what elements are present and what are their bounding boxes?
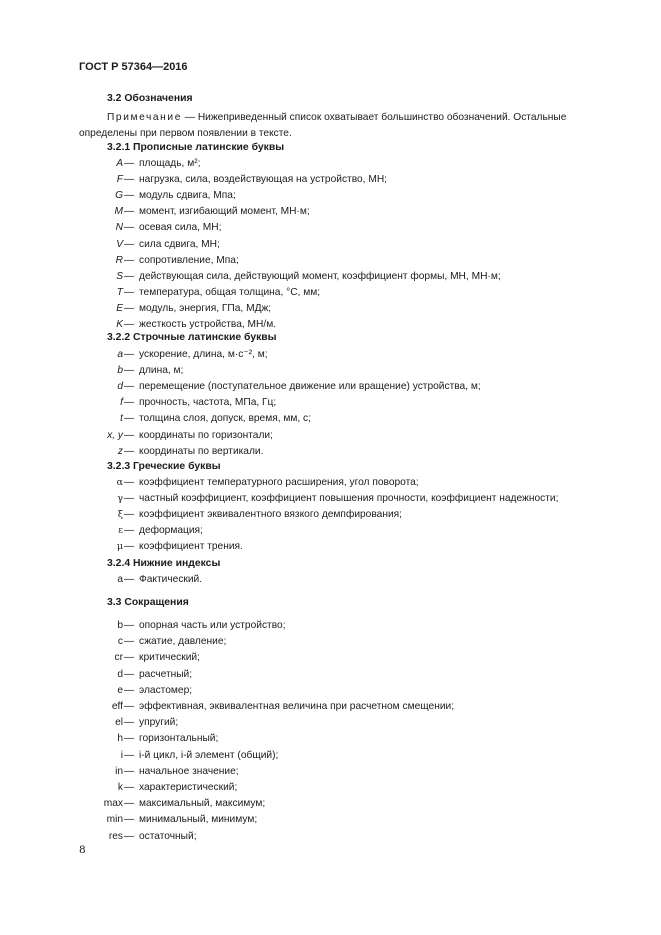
symbol: ε (118, 525, 123, 537)
section-3-2-2-title: 3.2.2 Строчные латинские буквы (107, 332, 277, 343)
symbol: α (116, 477, 123, 488)
symbol: a (117, 349, 123, 360)
symbol: b (117, 620, 123, 631)
list-item (0, 319, 661, 333)
symbol: res (108, 830, 123, 842)
list-item (0, 239, 661, 253)
definition: минимальный, минимум; (139, 814, 258, 826)
list-item (0, 750, 661, 764)
symbol: N (115, 222, 123, 234)
symbol: max (103, 798, 123, 810)
em-dash: — (124, 684, 135, 696)
em-dash: — (124, 830, 135, 842)
list-item (0, 814, 661, 828)
em-dash: — (124, 668, 135, 680)
list-item (0, 525, 661, 539)
definition: упругий; (139, 717, 179, 729)
em-dash: — (124, 765, 135, 777)
em-dash: — (124, 158, 135, 169)
symbol: k (117, 782, 123, 793)
definition: расчетный; (139, 668, 193, 680)
symbol: eff (111, 701, 123, 712)
symbol: S (116, 270, 123, 282)
definition: частный коэффициент, коэффициент повышения прочности, коэффициент надежности; (139, 493, 559, 505)
em-dash: — (124, 429, 135, 441)
symbol: ξ (117, 509, 123, 521)
page-number: 8 (79, 844, 86, 856)
list-item (0, 381, 661, 395)
em-dash: — (124, 365, 135, 377)
symbol: t (120, 413, 123, 425)
list-item (0, 397, 661, 411)
symbol: h (117, 733, 123, 745)
em-dash: — (124, 717, 135, 729)
em-dash: — (124, 381, 135, 393)
list-item (0, 669, 661, 683)
list-item (0, 652, 661, 666)
definition: модуль, энергия, ГПа, МДж; (139, 302, 272, 314)
symbol: x, y (107, 429, 123, 441)
symbol: in (115, 765, 123, 777)
standard-header: ГОСТ Р 57364—2016 (79, 61, 188, 73)
definition: эффективная, эквивалентная величина при расчетном смещении; (139, 701, 455, 712)
definition: момент, изгибающий момент, МН·м; (139, 206, 310, 218)
em-dash: — (124, 319, 135, 330)
definition: осевая сила, МН; (139, 222, 222, 234)
list-item (0, 477, 661, 491)
symbol: T (116, 286, 123, 298)
list-item (0, 206, 661, 220)
list-item (0, 620, 661, 634)
symbol: c (117, 636, 123, 648)
definition: координаты по вертикали. (139, 445, 264, 457)
symbol: e (117, 684, 123, 696)
note-paragraph (79, 110, 619, 142)
list-item (0, 733, 661, 747)
symbol: el (115, 717, 123, 729)
em-dash: — (124, 814, 135, 826)
symbol: G (115, 190, 123, 202)
em-dash: — (124, 798, 135, 810)
symbol: γ (117, 493, 123, 505)
definition: модуль сдвига, Мпа; (139, 190, 236, 202)
list-item (0, 541, 661, 555)
definition: коэффициент трения. (139, 541, 243, 553)
symbol: μ (116, 541, 123, 553)
list-item (0, 446, 661, 460)
definition: коэффициент температурного расширения, угол поворота; (139, 477, 419, 488)
em-dash: — (124, 286, 135, 298)
definition: максимальный, максимум; (139, 798, 266, 810)
list-item (0, 365, 661, 379)
definition: горизонтальный; (139, 733, 219, 745)
definition: жесткость устройства, МН/м. (139, 319, 277, 330)
section-3-2-1-title: 3.2.1 Прописные латинские буквы (107, 142, 285, 153)
definition: Фактический. (139, 574, 203, 585)
list-item (0, 190, 661, 204)
definition: характеристический; (139, 782, 238, 793)
symbol: b (117, 365, 123, 377)
definition: площадь, м²; (139, 158, 201, 169)
list-item (0, 766, 661, 780)
definition: деформация; (139, 525, 203, 537)
symbol: R (115, 254, 123, 266)
definition: толщина слоя, допуск, время, мм, с; (139, 413, 311, 425)
symbol: A (116, 158, 123, 169)
list-item (0, 222, 661, 236)
definition: действующая сила, действующий момент, коэффициент формы, МН, МН·м; (139, 270, 501, 282)
em-dash: — (124, 493, 135, 505)
definition: эластомер; (139, 684, 193, 696)
list-item (0, 413, 661, 427)
em-dash: — (124, 733, 135, 745)
symbol: K (116, 319, 123, 330)
em-dash: — (124, 302, 135, 314)
list-item (0, 174, 661, 188)
definition: длина, м; (139, 365, 184, 377)
em-dash: — (124, 509, 135, 521)
list-item (0, 271, 661, 285)
list-item (0, 493, 661, 507)
symbol: min (106, 814, 123, 826)
symbol: d (117, 668, 123, 680)
note-label: Примечание (107, 112, 182, 123)
em-dash: — (124, 206, 135, 218)
definition: прочность, частота, МПа, Гц; (139, 397, 277, 409)
section-3-2-title: 3.2 Обозначения (107, 93, 193, 104)
definition: критический; (139, 652, 200, 664)
definition: i-й цикл, i-й элемент (общий); (139, 749, 279, 761)
list-item (0, 685, 661, 699)
list-item (0, 782, 661, 796)
symbol: M (114, 206, 123, 218)
em-dash: — (124, 701, 135, 712)
em-dash: — (124, 254, 135, 266)
em-dash: — (124, 749, 135, 761)
list-item (0, 255, 661, 269)
definition: координаты по горизонтали; (139, 429, 273, 441)
symbol: F (116, 174, 123, 186)
symbol: E (116, 302, 123, 314)
em-dash: — (124, 477, 135, 488)
list-item (0, 158, 661, 172)
em-dash: — (124, 349, 135, 360)
list-item (0, 574, 661, 588)
list-item (0, 509, 661, 523)
list-item (0, 303, 661, 317)
em-dash: — (124, 238, 135, 250)
symbol: z (117, 445, 123, 457)
list-item (0, 717, 661, 731)
list-item (0, 701, 661, 715)
definition: перемещение (поступательное движение или вращение) устройства, м; (139, 381, 481, 393)
definition: нагрузка, сила, воздействующая на устройство, МН; (139, 174, 388, 186)
em-dash: — (124, 636, 135, 648)
em-dash: — (124, 525, 135, 537)
em-dash: — (124, 397, 135, 409)
list-item (0, 287, 661, 301)
em-dash: — (124, 190, 135, 202)
definition: температура, общая толщина, °С, мм; (139, 286, 321, 298)
definition: ускорение, длина, м·с⁻², м; (139, 349, 268, 360)
em-dash: — (124, 574, 135, 585)
list-item (0, 831, 661, 845)
symbol: i (120, 749, 123, 761)
definition: коэффициент эквивалентного вязкого демпфирования; (139, 509, 402, 521)
em-dash: — (124, 620, 135, 631)
list-item (0, 349, 661, 363)
definition: опорная часть или устройство; (139, 620, 286, 631)
definition: начальное значение; (139, 765, 239, 777)
em-dash: — (124, 445, 135, 457)
definition: остаточный; (139, 830, 197, 842)
symbol: f (120, 397, 123, 409)
em-dash: — (124, 782, 135, 793)
em-dash: — (124, 222, 135, 234)
symbol: d (117, 381, 123, 393)
em-dash: — (124, 270, 135, 282)
symbol: cr (114, 652, 123, 664)
list-item (0, 636, 661, 650)
definition: сжатие, давление; (139, 636, 227, 648)
list-item (0, 798, 661, 812)
em-dash: — (124, 652, 135, 664)
symbol: V (116, 238, 123, 250)
note-text: — Нижеприведенный список охватывает большинство обозначений. Остальные определены при первом появлении в тексте. (79, 112, 567, 139)
em-dash: — (124, 541, 135, 553)
definition: сила сдвига, МН; (139, 238, 220, 250)
section-3-2-4-title: 3.2.4 Нижние индексы (107, 558, 221, 569)
list-item (0, 430, 661, 444)
em-dash: — (124, 413, 135, 425)
em-dash: — (124, 174, 135, 186)
definition: сопротивление, Мпа; (139, 254, 239, 266)
symbol: a (117, 574, 123, 585)
section-3-3-title: 3.3 Сокращения (107, 597, 189, 608)
section-3-2-3-title: 3.2.3 Греческие буквы (107, 461, 221, 472)
